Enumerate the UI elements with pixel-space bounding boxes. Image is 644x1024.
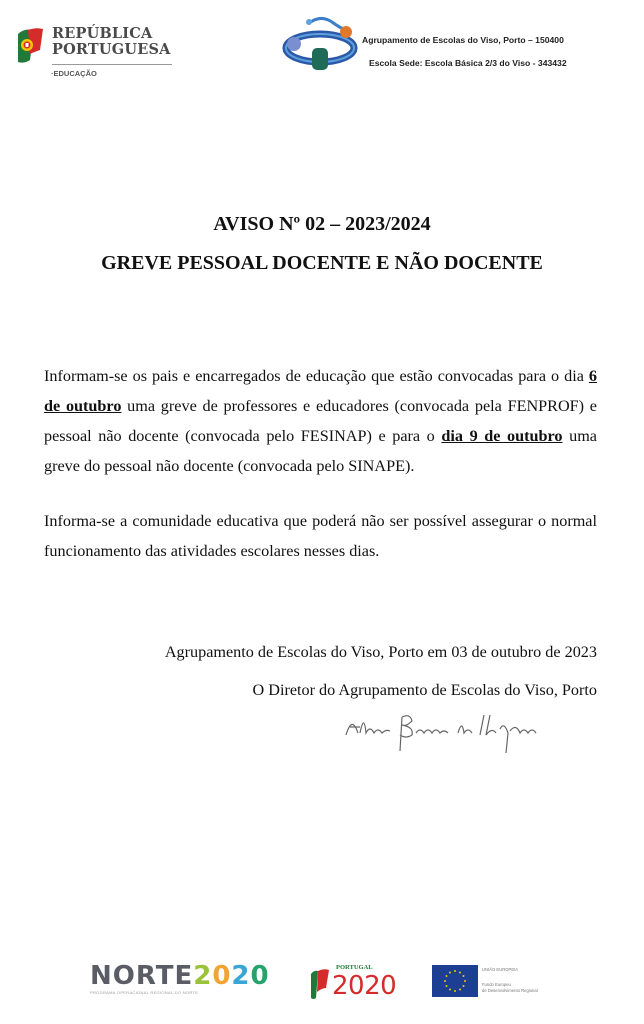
norte2020-subtitle: PROGRAMA OPERACIONAL REGIONAL DO NORTE bbox=[90, 990, 199, 995]
signatory-role: O Diretor do Agrupamento de Escolas do Viso, Porto bbox=[252, 681, 597, 699]
portugal2020-logo bbox=[308, 962, 413, 1004]
paragraph-strike-info bbox=[44, 361, 597, 481]
notice-subtitle: GREVE PESSOAL DOCENTE E NÃO DOCENTE bbox=[101, 252, 543, 274]
norte-digit: 2 bbox=[231, 961, 251, 991]
highlight-date-9-october: dia 9 de outubro bbox=[441, 427, 563, 445]
norte2020-logo bbox=[90, 962, 295, 1004]
eu-logo bbox=[432, 965, 572, 1001]
norte2020-wordmark bbox=[90, 962, 295, 990]
norte-digit: 2 bbox=[193, 961, 213, 991]
school-name: Agrupamento de Escolas do Viso, Porto – 150400 bbox=[362, 35, 564, 45]
school-logo-icon bbox=[280, 10, 360, 72]
text-segment: Informam-se os pais e encarregados de educação que estão convocadas para o dia bbox=[44, 367, 589, 385]
logo-subtitle: ·EDUCAÇÃO bbox=[51, 69, 97, 78]
eu-fund-line2: de Desenvolvimento Regional bbox=[482, 988, 538, 993]
paragraph-community-info: Informa-se a comunidade educativa que poderá não ser possível assegurar o normal funcionamento das atividades escolares nesses dias. bbox=[44, 512, 597, 560]
eu-fund-line1: Fundo Europeu bbox=[482, 982, 511, 987]
norte-word: NORTE bbox=[90, 961, 194, 991]
logo-line2: PORTUGUESA bbox=[52, 41, 171, 58]
text-segment: uma greve de professores e educadores (convocada pela FENPROF) e pessoal não docente (convocada pelo FESINAP) e para o bbox=[44, 397, 597, 445]
highlight-date-6-october: 6 de outubro bbox=[44, 367, 597, 415]
republica-portuguesa-text bbox=[52, 26, 171, 58]
place-and-date: Agrupamento de Escolas do Viso, Porto em 03 de outubro de 2023 bbox=[164, 643, 597, 661]
norte-digit: 0 bbox=[212, 961, 232, 991]
portuguese-flag-icon bbox=[14, 26, 44, 66]
logo-line1: REPÚBLICA bbox=[52, 25, 153, 42]
logo-divider bbox=[52, 64, 172, 65]
portugal-label: PORTUGAL bbox=[336, 964, 373, 971]
eu-flag-icon bbox=[432, 965, 478, 997]
notice-title: AVISO Nº 02 – 2023/2024 bbox=[213, 213, 431, 235]
portugal-flag-icon bbox=[308, 966, 330, 1002]
signature-image bbox=[340, 705, 550, 757]
text-segment: uma greve do pessoal não docente (convocada pelo SINAPE). bbox=[44, 427, 597, 475]
eu-stars-icon bbox=[432, 965, 478, 997]
republica-portuguesa-logo bbox=[14, 25, 171, 84]
norte-digit: 0 bbox=[250, 961, 270, 991]
portugal-year: 2020 bbox=[332, 971, 397, 1001]
eu-label: UNIÃO EUROPEIA bbox=[482, 967, 519, 972]
school-headquarters: Escola Sede: Escola Básica 2/3 do Viso - 343432 bbox=[369, 58, 567, 68]
